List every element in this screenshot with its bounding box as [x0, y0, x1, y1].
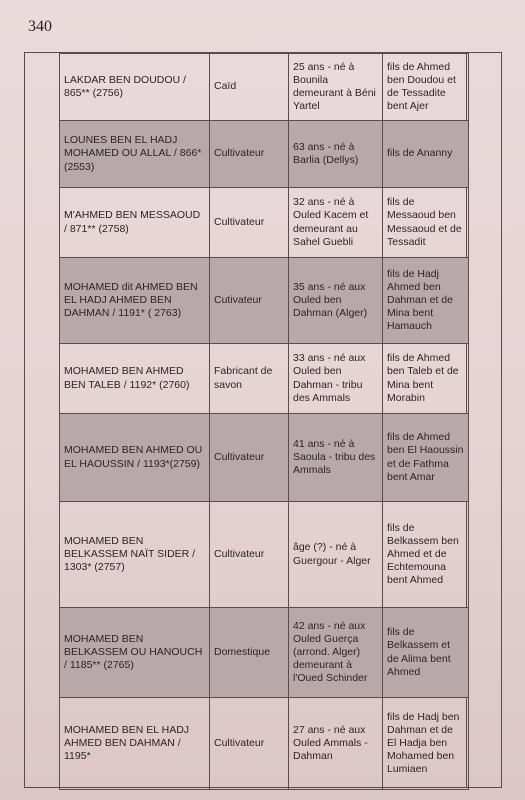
records-table-frame — [24, 52, 502, 788]
parents-cell: fils de Ahmed ben Taleb et de Mina bent Morabin — [383, 344, 469, 414]
occupation-cell: Cultivateur — [210, 414, 289, 502]
occupation-cell: Domestique — [210, 608, 289, 698]
table-row — [60, 188, 469, 258]
occupation-cell: Caïd — [210, 54, 289, 121]
name-cell: MOHAMED BEN EL HADJ AHMED BEN DAHMAN / 1195* — [60, 698, 210, 790]
name-cell: LAKDAR BEN DOUDOU / 865** (2756) — [60, 54, 210, 121]
occupation-cell: Cultivateur — [210, 188, 289, 258]
parents-cell: fils de Messaoud ben Messaoud et de Tessadit — [383, 188, 469, 258]
occupation-cell: Fabricant de savon — [210, 344, 289, 414]
name-cell: MOHAMED BEN AHMED OU EL HAOUSSIN / 1193*(2759) — [60, 414, 210, 502]
occupation-cell: Cultivateur — [210, 698, 289, 790]
parents-cell: fils de Hadj ben Dahman et de El Hadja ben Mohamed ben Lumiaen — [383, 698, 469, 790]
age-origin-cell: 42 ans - né aux Ouled Guerça (arrond. Alger) demeurant à l'Oued Schinder — [289, 608, 383, 698]
age-origin-cell: 63 ans - né à Barlia (Dellys) — [289, 121, 383, 188]
occupation-cell: Cultivateur — [210, 502, 289, 608]
table-row — [60, 698, 469, 790]
name-cell: MOHAMED BEN BELKASSEM NAÏT SIDER / 1303* (2757) — [60, 502, 210, 608]
table-row — [60, 344, 469, 414]
table-row — [60, 121, 469, 188]
name-cell: MOHAMED dit AHMED BEN EL HADJ AHMED BEN DAHMAN / 1191* ( 2763) — [60, 258, 210, 344]
occupation-cell: Cutivateur — [210, 258, 289, 344]
age-origin-cell: âge (?) - né à Guergour - Alger — [289, 502, 383, 608]
parents-cell: fils de Belkassem et de Alima bent Ahmed — [383, 608, 469, 698]
name-cell: MOHAMED BEN AHMED BEN TALEB / 1192* (2760) — [60, 344, 210, 414]
age-origin-cell: 32 ans - né à Ouled Kacem et demeurant au Sahel Guebli — [289, 188, 383, 258]
table-row — [60, 54, 469, 121]
table-row — [60, 414, 469, 502]
name-cell: LOUNES BEN EL HADJ MOHAMED OU ALLAL / 866* (2553) — [60, 121, 210, 188]
records-table — [59, 53, 469, 790]
name-cell: M'AHMED BEN MESSAOUD / 871** (2758) — [60, 188, 210, 258]
occupation-cell: Cultivateur — [210, 121, 289, 188]
table-row — [60, 502, 469, 608]
age-origin-cell: 25 ans - né à Bounila demeurant à Béni Yartel — [289, 54, 383, 121]
parents-cell: fils de Belkassem ben Ahmed et de Echtemouna bent Ahmed — [383, 502, 469, 608]
page-number: 340 — [28, 18, 52, 35]
parents-cell: fils de Ahmed ben El Haoussin et de Fathma bent Amar — [383, 414, 469, 502]
parents-cell: fils de Hadj Ahmed ben Dahman et de Mina bent Hamauch — [383, 258, 469, 344]
age-origin-cell: 35 ans - né aux Ouled ben Dahman (Alger) — [289, 258, 383, 344]
age-origin-cell: 27 ans - né aux Ouled Ammals - Dahman — [289, 698, 383, 790]
parents-cell: fils de Ananny — [383, 121, 469, 188]
age-origin-cell: 33 ans - né aux Ouled ben Dahman - tribu des Ammals — [289, 344, 383, 414]
table-row — [60, 608, 469, 698]
age-origin-cell: 41 ans - né à Saoula - tribu des Ammals — [289, 414, 383, 502]
parents-cell: fils de Ahmed ben Doudou et de Tessadite bent Ajer — [383, 54, 469, 121]
table-row — [60, 258, 469, 344]
name-cell: MOHAMED BEN BELKASSEM OU HANOUCH / 1185** (2765) — [60, 608, 210, 698]
